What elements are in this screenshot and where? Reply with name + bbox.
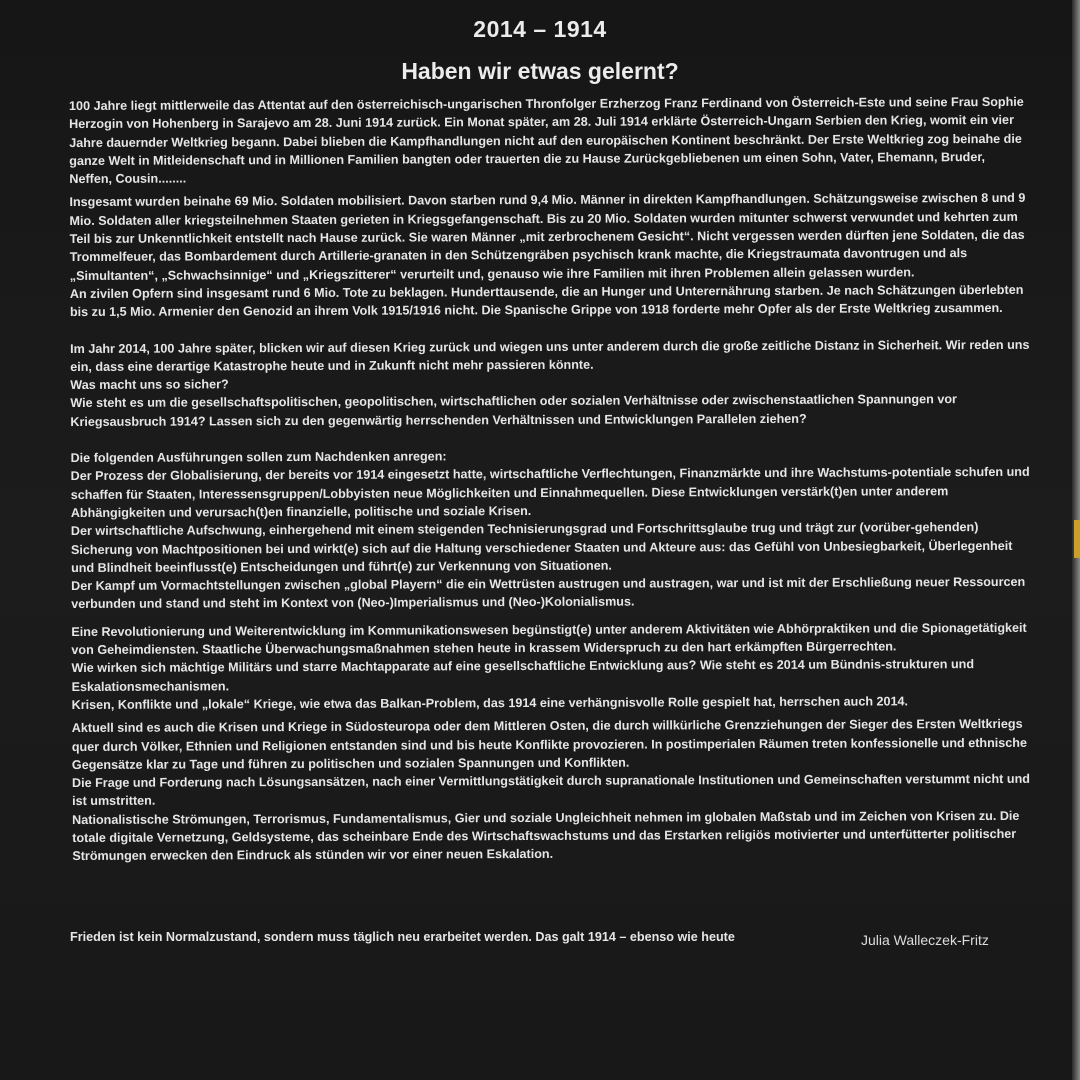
paragraph-communication: Eine Revolutionierung und Weiterentwicklung im Kommunikationswesen begünstigt(e) unter anderem Aktivitäten wie Abhörpraktiken und die Spionagetätigkeit von Geheimdiensten. Staatliche Überwachungsmaßnahmen stehen heute in krassem Widerspruch zu den hart erkämpften Bürgerrechten. — [71, 620, 1027, 658]
paragraph-2014: Im Jahr 2014, 100 Jahre später, blicken wir auf diesen Krieg zurück und wiegen uns unter anderem durch die große zeitliche Distanz in Sicherheit. Wir reden uns ein, dass eine derartige Katastrophe heute und in Zukunft nicht mehr passieren könnte. — [70, 337, 1030, 374]
paragraph-military: Wie wirken sich mächtige Militärs und starre Machtapparate auf eine gesellschaftliche Entwicklung aus? Wie steht es 2014 um Bündnis-strukturen und Eskalationsmechanismen. — [71, 657, 975, 694]
paragraph-nationalism: Nationalistische Strömungen, Terrorismus, Fundamentalismus, Gier und soziale Ungleichheit nehmen im globalen Maßstab und im Zeichen von Krisen zu. Die totale digitale Vernetzung, Geldsysteme, das scheinbare Ende des Wirtschaftswachstums und das Erstarken religiös motivierter und unterfütterter politischer Strömungen erwecken den Eindruck als stünden wir vor einer neuen Eskalation. — [72, 808, 1020, 864]
paragraph-globalization: Der Prozess der Globalisierung, der bereits vor 1914 eingesetzt hatte, wirtschaftliche Verflechtungen, Finanzmärkte und ihre Wachstums-potentiale schufen und schaffen für Staaten, Interessensgruppen/Lobbyisten neue Möglichkeiten und Einnahmequellen. Diese Entwicklungen verstärk(t)en unter anderem Abhängigkeiten und verursach(t)en finanzielle, politische und soziale Krisen. — [70, 465, 1030, 520]
author-signature: Julia Walleczek-Fritz — [861, 932, 989, 948]
heading-title: Haben wir etwas gelernt? — [401, 58, 679, 84]
closing-statement: Frieden ist kein Normalzustand, sondern muss täglich neu erarbeitet werden. Das galt 1914 – ebenso wie heute — [70, 930, 735, 944]
paragraph-global-players: Der Kampf um Vormachtstellungen zwischen „global Playern“ die ein Wettrüsten austrugen und austragen, war und ist mit der Erschließung neuer Ressourcen verbunden und stand und steht im Kontext von (Neo-)Imperialismus und (Neo-)Kolonialismus. — [71, 574, 1026, 612]
paragraph-solutions: Die Frage und Forderung nach Lösungsansätzen, nach einer Vermittlungstätigkeit durch supranationale Institutionen und Gemeinschaften verstummt nicht und ist umstritten. — [71, 771, 1030, 809]
paragraph-civilians: An zivilen Opfern sind insgesamt rund 6 Mio. Tote zu beklagen. Hunderttausende, die an Hunger und Unterernährung starben. Je nach Schätzungen überlebten bis zu 1,5 Mio. Armenier den Genozid an ihrem Volk 1915/1916 nicht. Die Spanische Grippe von 1918 forderte mehr Opfer als der Erste Weltkrieg zusammen. — [69, 282, 1024, 320]
heading-years: 2014 – 1914 — [473, 16, 607, 42]
paragraph-reflection-intro: Die folgenden Ausführungen sollen zum Nachdenken anregen: — [70, 449, 447, 466]
paragraph-economy: Der wirtschaftliche Aufschwung, einhergehend mit einem steigenden Technisierungsgrad und Fortschrittsglaube trug und trägt zur (vorüber-gehenden) Sicherung von Machtpositionen bei und wirkt(e) sich auf die Haltung verschiedener Staaten und Akteure aus: das Gefühl von Unbesiegbarkeit, Überlegenheit und Blindheit beeinflusst(e) Entscheidungen und führt(e) zur Verkennung von Situationen. — [70, 520, 1013, 575]
paragraph-assassination: 100 Jahre liegt mittlerweile das Attentat auf den österreichisch-ungarischen Thronfolger Erzherzog Franz Ferdinand von Österreich-Este und seine Frau Sophie Herzogin von Hohenberg in Sarajevo am 28. Juni 1914 zurück. Ein Monat später, am 28. Juli 1914 erklärte Österreich-Ungarn Serbien den Krieg, womit ein vier Jahre dauernder Weltkrieg begann. Dabei blieben die Kampfhandlungen nicht auf den europäischen Kontinent beschränkt. Der Erste Weltkrieg zog beinahe die ganze Welt in Mitleidenschaft und in Millionen Familien bangten oder trauerten die zu Hause Zurückgebliebenen um einen Sohn, Vater, Ehemann, Bruder, Neffen, Cousin........ — [69, 94, 1024, 187]
yellow-edge-mark — [1074, 520, 1080, 558]
paragraph-question: Was macht uns so sicher? — [70, 377, 229, 393]
body-text — [69, 93, 1032, 866]
paragraph-parallels: Wie steht es um die gesellschaftspolitischen, geopolitischen, wirtschaftlichen oder sozialen Verhältnisse oder zwischenstaatlichen Spannungen vor Kriegsausbruch 1914? Lassen sich zu den gegenwärtig herrschenden Verhältnissen und Entwicklungen Parallelen ziehen? — [70, 392, 957, 429]
paragraph-current-crises: Aktuell sind es auch die Krisen und Kriege in Südosteuropa oder dem Mittleren Osten, die durch willkürliche Grenzziehungen der Sieger des Ersten Weltkriegs quer durch Völker, Ethnien und Religionen entstanden sind und bis heute Konflikte provozieren. In postimperialen Räumen treten konfessionelle und ethnische Gegensätze klar zu Tage und führen zu politischen und sozialen Spannungen und Konflikten. — [71, 717, 1028, 772]
paragraph-soldiers: Insgesamt wurden beinahe 69 Mio. Soldaten mobilisiert. Davon starben rund 9,4 Mio. Männer in direkten Kampfhandlungen. Schätzungsweise zwischen 8 und 9 Mio. Soldaten aller kriegsteilnehmen Staaten gerieten in Kriegsgefangenschaft. Bis zu 20 Mio. Soldaten wurden mitunter schwerst verwundet und kehrten zum Teil bis zur Unkenntlichkeit entstellt nach Hause zurück. Sie waren Männer „mit zerbrochenem Gesicht“. Nicht vergessen werden dürften jene Soldaten, die das Trommelfeuer, das Bombardement durch Artillerie-granaten in den Schützengräben psychisch krank machte, die Kriegstraumata davontrugen und als „Simultanten“, „Schwachsinnige“ und „Kriegszitterer“ verurteilt und, genauso wie ihre Familien mit ihren Problemen allein gelassen wurden. — [69, 191, 1026, 283]
paragraph-local-wars: Krisen, Konflikte und „lokale“ Kriege, wie etwa das Balkan-Problem, das 1914 eine verhängnisvolle Rolle gespielt hat, herrschen auch 2014. — [71, 694, 909, 712]
